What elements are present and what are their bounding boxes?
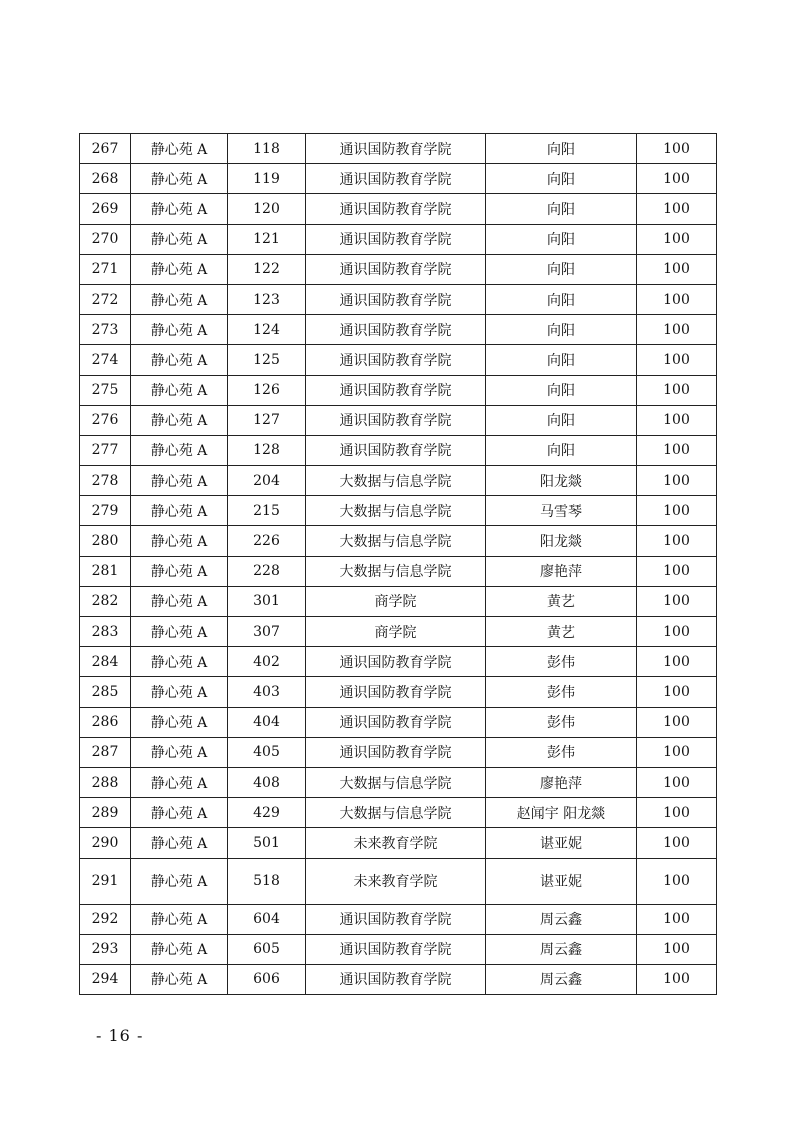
table-row [80, 345, 717, 375]
counselor-cell: 周云鑫 [486, 964, 637, 994]
row-index-cell: 294 [80, 964, 131, 994]
table-row [80, 798, 717, 828]
room-cell: 403 [228, 677, 306, 707]
score-cell: 100 [637, 496, 717, 526]
row-index-cell: 288 [80, 767, 131, 797]
score-cell: 100 [637, 315, 717, 345]
table-row [80, 315, 717, 345]
building-cell: 静心苑 A [131, 617, 228, 647]
counselor-cell: 向阳 [486, 405, 637, 435]
college-cell: 通识国防教育学院 [306, 707, 486, 737]
score-cell: 100 [637, 254, 717, 284]
college-cell: 通识国防教育学院 [306, 134, 486, 164]
building-cell: 静心苑 A [131, 254, 228, 284]
building-cell: 静心苑 A [131, 315, 228, 345]
table-row [80, 677, 717, 707]
room-cell: 120 [228, 194, 306, 224]
counselor-cell: 向阳 [486, 254, 637, 284]
counselor-cell: 谌亚妮 [486, 828, 637, 858]
score-cell: 100 [637, 435, 717, 465]
counselor-cell: 黄艺 [486, 617, 637, 647]
room-cell: 501 [228, 828, 306, 858]
counselor-cell: 黄艺 [486, 586, 637, 616]
table-row [80, 435, 717, 465]
counselor-cell: 廖艳萍 [486, 556, 637, 586]
college-cell: 通识国防教育学院 [306, 647, 486, 677]
college-cell: 大数据与信息学院 [306, 556, 486, 586]
room-cell: 518 [228, 858, 306, 904]
building-cell: 静心苑 A [131, 496, 228, 526]
room-cell: 402 [228, 647, 306, 677]
table-row [80, 375, 717, 405]
counselor-cell: 向阳 [486, 345, 637, 375]
table-row [80, 466, 717, 496]
college-cell: 通识国防教育学院 [306, 315, 486, 345]
room-cell: 127 [228, 405, 306, 435]
table-row [80, 737, 717, 767]
college-cell: 商学院 [306, 617, 486, 647]
score-cell: 100 [637, 858, 717, 904]
college-cell: 大数据与信息学院 [306, 526, 486, 556]
row-index-cell: 280 [80, 526, 131, 556]
room-cell: 408 [228, 767, 306, 797]
room-cell: 126 [228, 375, 306, 405]
college-cell: 商学院 [306, 586, 486, 616]
building-cell: 静心苑 A [131, 405, 228, 435]
building-cell: 静心苑 A [131, 707, 228, 737]
row-index-cell: 293 [80, 934, 131, 964]
score-cell: 100 [637, 617, 717, 647]
table-row [80, 134, 717, 164]
college-cell: 未来教育学院 [306, 828, 486, 858]
score-cell: 100 [637, 164, 717, 194]
row-index-cell: 287 [80, 737, 131, 767]
table-row [80, 556, 717, 586]
score-cell: 100 [637, 647, 717, 677]
building-cell: 静心苑 A [131, 194, 228, 224]
building-cell: 静心苑 A [131, 284, 228, 314]
table-row [80, 254, 717, 284]
room-cell: 204 [228, 466, 306, 496]
building-cell: 静心苑 A [131, 224, 228, 254]
building-cell: 静心苑 A [131, 164, 228, 194]
building-cell: 静心苑 A [131, 134, 228, 164]
table-row [80, 964, 717, 994]
row-index-cell: 292 [80, 904, 131, 934]
college-cell: 通识国防教育学院 [306, 405, 486, 435]
college-cell: 通识国防教育学院 [306, 964, 486, 994]
college-cell: 大数据与信息学院 [306, 767, 486, 797]
room-cell: 124 [228, 315, 306, 345]
counselor-cell: 彭伟 [486, 737, 637, 767]
room-cell: 226 [228, 526, 306, 556]
row-index-cell: 271 [80, 254, 131, 284]
table-row [80, 934, 717, 964]
row-index-cell: 290 [80, 828, 131, 858]
row-index-cell: 273 [80, 315, 131, 345]
room-cell: 429 [228, 798, 306, 828]
counselor-cell: 赵闻宇 阳龙燚 [486, 798, 637, 828]
table-row [80, 164, 717, 194]
building-cell: 静心苑 A [131, 345, 228, 375]
counselor-cell: 马雪琴 [486, 496, 637, 526]
score-cell: 100 [637, 964, 717, 994]
room-cell: 121 [228, 224, 306, 254]
college-cell: 大数据与信息学院 [306, 798, 486, 828]
row-index-cell: 291 [80, 858, 131, 904]
score-cell: 100 [637, 767, 717, 797]
counselor-cell: 彭伟 [486, 647, 637, 677]
row-index-cell: 289 [80, 798, 131, 828]
counselor-cell: 向阳 [486, 375, 637, 405]
building-cell: 静心苑 A [131, 828, 228, 858]
score-cell: 100 [637, 375, 717, 405]
college-cell: 通识国防教育学院 [306, 375, 486, 405]
table-row [80, 194, 717, 224]
college-cell: 通识国防教育学院 [306, 934, 486, 964]
room-cell: 307 [228, 617, 306, 647]
building-cell: 静心苑 A [131, 466, 228, 496]
building-cell: 静心苑 A [131, 647, 228, 677]
score-cell: 100 [637, 828, 717, 858]
room-cell: 604 [228, 904, 306, 934]
score-cell: 100 [637, 677, 717, 707]
score-cell: 100 [637, 134, 717, 164]
room-cell: 215 [228, 496, 306, 526]
table-body [80, 134, 717, 995]
college-cell: 通识国防教育学院 [306, 194, 486, 224]
room-cell: 301 [228, 586, 306, 616]
college-cell: 通识国防教育学院 [306, 224, 486, 254]
score-cell: 100 [637, 798, 717, 828]
row-index-cell: 272 [80, 284, 131, 314]
room-cell: 606 [228, 964, 306, 994]
building-cell: 静心苑 A [131, 586, 228, 616]
row-index-cell: 286 [80, 707, 131, 737]
row-index-cell: 281 [80, 556, 131, 586]
counselor-cell: 周云鑫 [486, 934, 637, 964]
score-cell: 100 [637, 466, 717, 496]
counselor-cell: 廖艳萍 [486, 767, 637, 797]
building-cell: 静心苑 A [131, 375, 228, 405]
college-cell: 未来教育学院 [306, 858, 486, 904]
college-cell: 大数据与信息学院 [306, 496, 486, 526]
college-cell: 通识国防教育学院 [306, 737, 486, 767]
college-cell: 通识国防教育学院 [306, 904, 486, 934]
score-cell: 100 [637, 405, 717, 435]
building-cell: 静心苑 A [131, 798, 228, 828]
building-cell: 静心苑 A [131, 526, 228, 556]
room-cell: 122 [228, 254, 306, 284]
college-cell: 通识国防教育学院 [306, 345, 486, 375]
row-index-cell: 283 [80, 617, 131, 647]
row-index-cell: 282 [80, 586, 131, 616]
table-row [80, 284, 717, 314]
room-cell: 228 [228, 556, 306, 586]
building-cell: 静心苑 A [131, 904, 228, 934]
row-index-cell: 284 [80, 647, 131, 677]
college-cell: 通识国防教育学院 [306, 284, 486, 314]
building-cell: 静心苑 A [131, 858, 228, 904]
score-cell: 100 [637, 224, 717, 254]
table-row [80, 707, 717, 737]
score-cell: 100 [637, 904, 717, 934]
building-cell: 静心苑 A [131, 964, 228, 994]
building-cell: 静心苑 A [131, 556, 228, 586]
room-cell: 605 [228, 934, 306, 964]
row-index-cell: 275 [80, 375, 131, 405]
table-row [80, 858, 717, 904]
row-index-cell: 279 [80, 496, 131, 526]
counselor-cell: 向阳 [486, 194, 637, 224]
row-index-cell: 267 [80, 134, 131, 164]
college-cell: 通识国防教育学院 [306, 435, 486, 465]
score-cell: 100 [637, 707, 717, 737]
room-cell: 123 [228, 284, 306, 314]
counselor-cell: 阳龙燚 [486, 466, 637, 496]
building-cell: 静心苑 A [131, 677, 228, 707]
counselor-cell: 向阳 [486, 134, 637, 164]
table-row [80, 617, 717, 647]
counselor-cell: 向阳 [486, 315, 637, 345]
score-cell: 100 [637, 345, 717, 375]
score-cell: 100 [637, 737, 717, 767]
score-cell: 100 [637, 194, 717, 224]
score-cell: 100 [637, 526, 717, 556]
counselor-cell: 向阳 [486, 164, 637, 194]
counselor-cell: 阳龙燚 [486, 526, 637, 556]
row-index-cell: 270 [80, 224, 131, 254]
table-row [80, 647, 717, 677]
room-cell: 405 [228, 737, 306, 767]
counselor-cell: 彭伟 [486, 677, 637, 707]
score-cell: 100 [637, 284, 717, 314]
table-row [80, 767, 717, 797]
counselor-cell: 向阳 [486, 435, 637, 465]
row-index-cell: 268 [80, 164, 131, 194]
counselor-cell: 彭伟 [486, 707, 637, 737]
room-cell: 118 [228, 134, 306, 164]
room-cell: 128 [228, 435, 306, 465]
room-cell: 404 [228, 707, 306, 737]
dormitory-score-table [79, 133, 717, 995]
row-index-cell: 269 [80, 194, 131, 224]
table-row [80, 496, 717, 526]
row-index-cell: 285 [80, 677, 131, 707]
table-row [80, 526, 717, 556]
building-cell: 静心苑 A [131, 435, 228, 465]
college-cell: 通识国防教育学院 [306, 164, 486, 194]
college-cell: 通识国防教育学院 [306, 677, 486, 707]
college-cell: 大数据与信息学院 [306, 466, 486, 496]
score-cell: 100 [637, 556, 717, 586]
table-row [80, 904, 717, 934]
page-number: - 16 - [96, 1026, 144, 1045]
room-cell: 125 [228, 345, 306, 375]
table-row [80, 586, 717, 616]
building-cell: 静心苑 A [131, 767, 228, 797]
college-cell: 通识国防教育学院 [306, 254, 486, 284]
table-row [80, 224, 717, 254]
row-index-cell: 276 [80, 405, 131, 435]
counselor-cell: 周云鑫 [486, 904, 637, 934]
table-row [80, 828, 717, 858]
building-cell: 静心苑 A [131, 737, 228, 767]
counselor-cell: 向阳 [486, 224, 637, 254]
score-cell: 100 [637, 934, 717, 964]
counselor-cell: 谌亚妮 [486, 858, 637, 904]
room-cell: 119 [228, 164, 306, 194]
building-cell: 静心苑 A [131, 934, 228, 964]
counselor-cell: 向阳 [486, 284, 637, 314]
row-index-cell: 278 [80, 466, 131, 496]
table-row [80, 405, 717, 435]
score-cell: 100 [637, 586, 717, 616]
row-index-cell: 277 [80, 435, 131, 465]
row-index-cell: 274 [80, 345, 131, 375]
